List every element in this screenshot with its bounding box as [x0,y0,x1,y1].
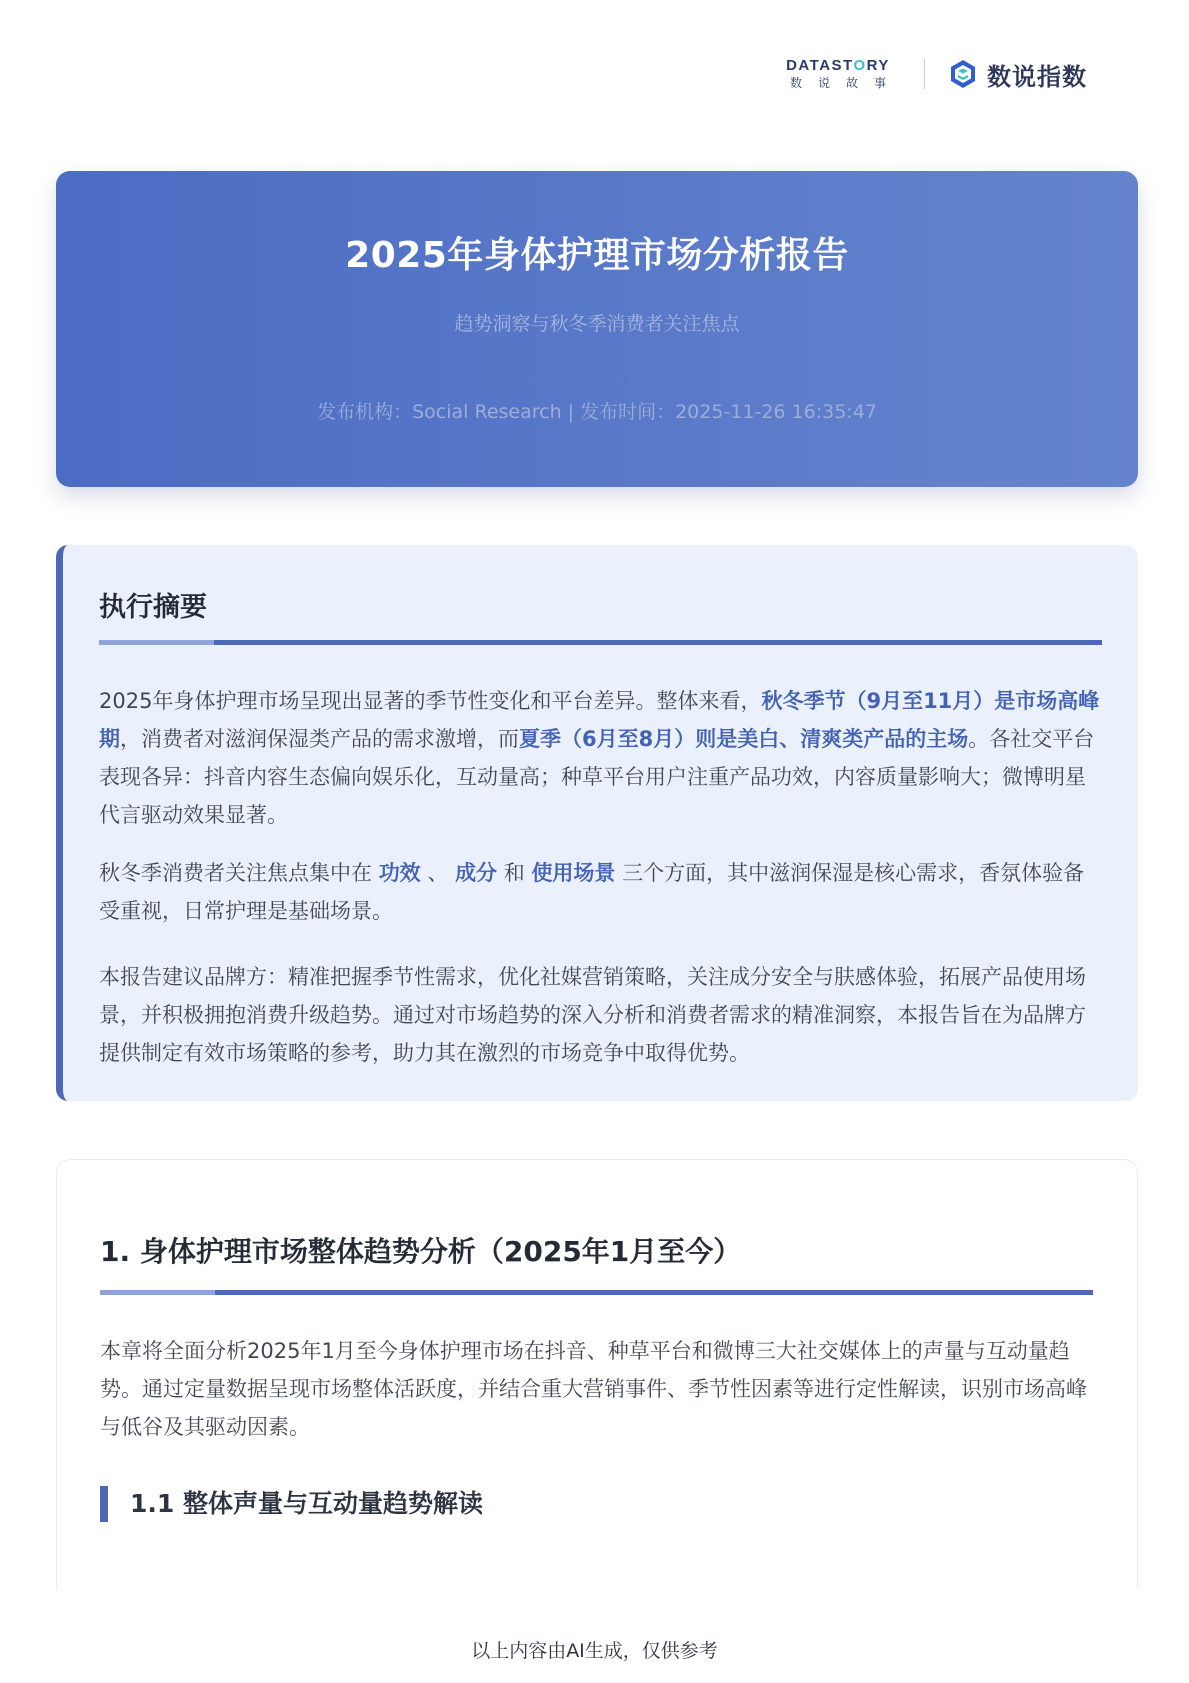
highlight-summer-whitening: 夏季（6月至8月）则是美白、清爽类产品的主场 [519,727,969,751]
shushuo-index-logo [947,57,1087,92]
executive-summary-heading: 执行摘要 [99,592,207,623]
highlight-efficacy: 功效 [378,861,421,885]
section-1-card [56,1159,1138,1589]
heading-underline [99,640,1102,645]
summary-paragraph-1: 2025年身体护理市场呈现出显著的季节性变化和平台差异。整体来看，秋冬季节（9月至11月）是市场高峰期，消费者对滋润保湿类产品的需求激增，而夏季（6月至8月）则是美白、清爽类产品的主场。各社交平台表现各异：抖音内容生态偏向娱乐化，互动量高；种草平台用户注重产品功效，内容质量影响大；微博明星代言驱动效果显著。 [99,689,1100,827]
datastory-logo-wordmark: DATASTORY [786,57,890,74]
report-hero-banner [56,171,1138,487]
highlight-ingredients: 成分 [455,861,498,885]
highlight-autumn-winter-peak: 秋冬季节（9月至11月）是市场高峰期 [99,689,1100,751]
heading-underline [100,1290,1093,1295]
report-publish-meta: 发布机构：Social Research | 发布时间：2025-11-26 16:35:47 [317,401,877,423]
subsection-1-1-heading: 1.1 整体声量与互动量趋势解读 [100,1486,483,1522]
logo-divider [924,59,925,89]
summary-paragraph-2: 秋冬季消费者关注焦点集中在 功效 、 成分 和 使用场景 三个方面，其中滋润保湿是核心需求，香氛体验备受重视，日常护理是基础场景。 [99,861,1085,923]
section-1-heading: 1. 身体护理市场整体趋势分析（2025年1月至今） [100,1235,742,1268]
datastory-logo-cn: 数说故事 [789,76,902,90]
datastory-logo [774,58,902,90]
header-logos [774,54,1087,94]
section-1-intro: 本章将全面分析2025年1月至今身体护理市场在抖音、种草平台和微博三大社交媒体上的声量与互动量趋势。通过定量数据呈现市场整体活跃度，并结合重大营销事件、季节性因素等进行定性解读，识别市场高峰与低谷及其驱动因素。 [100,1339,1087,1439]
summary-paragraph-3: 本报告建议品牌方：精准把握季节性需求，优化社媒营销策略，关注成分安全与肤感体验，拓展产品使用场景，并积极拥抱消费升级趋势。通过对市场趋势的深入分析和消费者需求的精准洞察，本报告旨在为品牌方提供制定有效市场策略的参考，助力其在激烈的市场竞争中取得优势。 [99,965,1086,1065]
shushuo-hexagon-icon [947,58,979,90]
report-title: 2025年身体护理市场分析报告 [345,235,849,276]
ai-generated-disclaimer: 以上内容由AI生成，仅供参考 [471,1640,718,1662]
highlight-usage-scenarios: 使用场景 [531,861,616,885]
report-subtitle: 趋势洞察与秋冬季消费者关注焦点 [454,313,740,335]
executive-summary-card [56,545,1138,1101]
shushuo-index-wordmark: 数说指数 [987,62,1087,91]
